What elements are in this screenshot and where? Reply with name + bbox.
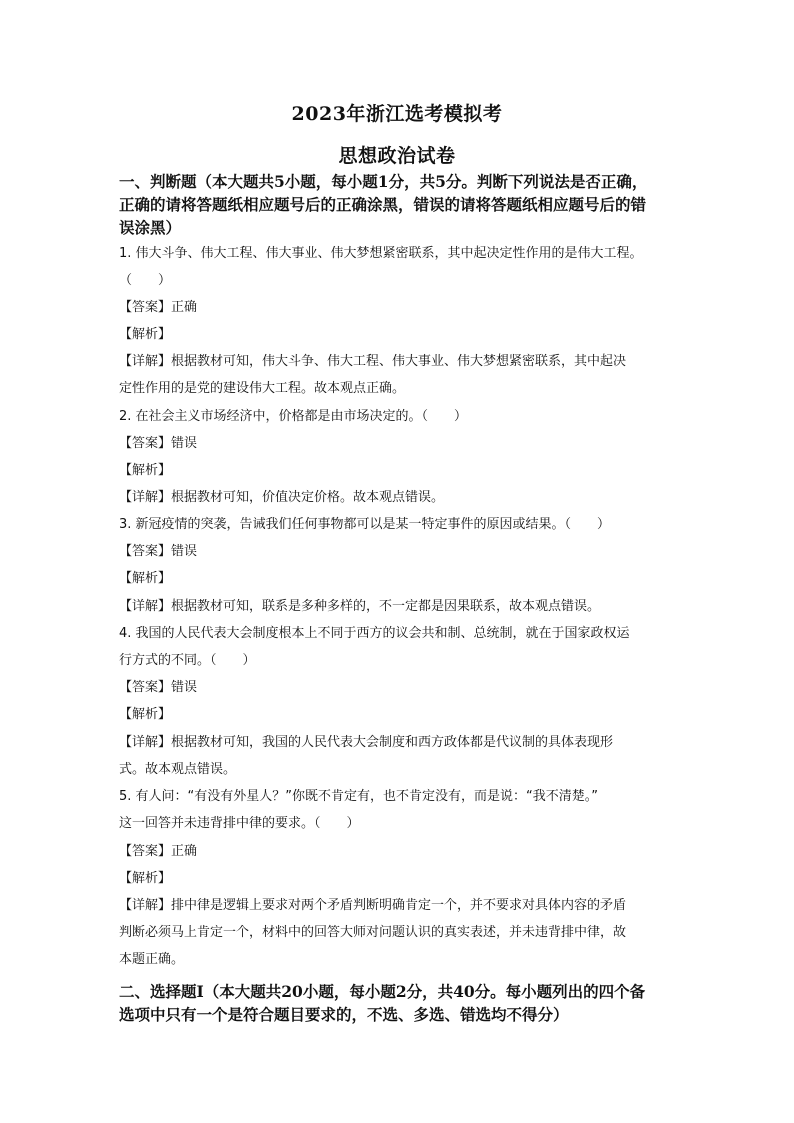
question-5-detail: 【详解】排中律是逻辑上要求对两个矛盾判断明确肯定一个，并不要求对具体内容的矛盾 xyxy=(119,898,627,913)
question-5-answer: 【答案】正确 xyxy=(119,844,198,859)
section-heading-line: 选项中只有一个是符合题目要求的，不选、多选、错选均不得分） xyxy=(119,1005,569,1024)
section-heading-line: 误涂黑） xyxy=(119,218,182,237)
section-heading-choice xyxy=(119,980,699,1026)
question-3-detail: 【详解】根据教材可知，联系是多种多样的，不一定都是因果联系，故本观点错误。 xyxy=(119,599,601,614)
question-1-text: 1. 伟大斗争、伟大工程、伟大事业、伟大梦想紧密联系，其中起决定性作用的是伟大工程。 xyxy=(119,246,643,261)
question-4-analysis: 【解析】 xyxy=(119,707,172,722)
question-3-text: 3. 新冠疫情的突袭，告诫我们任何事物都可以是某一特定事件的原因或结果。（ ） xyxy=(119,517,611,532)
question-4-answer: 【答案】错误 xyxy=(119,680,198,695)
question-5-text: 这一回答并未违背排中律的要求。（ ） xyxy=(119,816,360,831)
section-heading-judgment xyxy=(119,170,699,239)
question-4-detail: 【详解】根据教材可知，我国的人民代表大会制度和西方政体都是代议制的具体表现形 xyxy=(119,735,614,750)
question-1-detail: 【详解】根据教材可知，伟大斗争、伟大工程、伟大事业、伟大梦想紧密联系，其中起决 xyxy=(119,354,627,369)
exam-subtitle: 思想政治试卷 xyxy=(338,145,456,167)
question-1-answer: 【答案】正确 xyxy=(119,300,198,315)
question-5-detail: 判断必须马上肯定一个，材料中的回答大师对问题认识的真实表述，并未违背排中律，故 xyxy=(119,925,627,940)
question-1-detail: 定性作用的是党的建设伟大工程。故本观点正确。 xyxy=(119,381,406,396)
question-4-text: 4. 我国的人民代表大会制度根本上不同于西方的议会共和制、总统制，就在于国家政权运 xyxy=(119,626,630,641)
question-2-detail: 【详解】根据教材可知，价值决定价格。故本观点错误。 xyxy=(119,490,445,505)
question-5-analysis: 【解析】 xyxy=(119,871,172,886)
exam-title: 2023年浙江选考模拟考 xyxy=(291,103,503,125)
question-5-text: 5. 有人问：“有没有外星人？”你既不肯定有，也不肯定没有，而是说：“我不清楚。” xyxy=(119,789,598,804)
question-1-paren: （ ） xyxy=(119,273,172,288)
question-3-answer: 【答案】错误 xyxy=(119,544,198,559)
question-1-analysis: 【解析】 xyxy=(119,327,172,342)
question-4-detail: 式。故本观点错误。 xyxy=(119,762,237,777)
section-heading-line: 一、判断题（本大题共5小题，每小题1分，共5分。判断下列说法是否正确， xyxy=(119,172,648,191)
section-heading-line: 正确的请将答题纸相应题号后的正确涂黑，错误的请将答题纸相应题号后的错 xyxy=(119,195,647,214)
question-5-detail: 本题正确。 xyxy=(119,952,185,967)
question-3-analysis: 【解析】 xyxy=(119,571,172,586)
question-2-analysis: 【解析】 xyxy=(119,463,172,478)
question-2-answer: 【答案】错误 xyxy=(119,436,198,451)
question-4-text: 行方式的不同。（ ） xyxy=(119,653,256,668)
section-heading-line: 二、选择题Ⅰ（本大题共20小题，每小题2分，共40分。每小题列出的四个备 xyxy=(119,982,646,1001)
question-2-text: 2. 在社会主义市场经济中，价格都是由市场决定的。（ ） xyxy=(119,409,468,424)
